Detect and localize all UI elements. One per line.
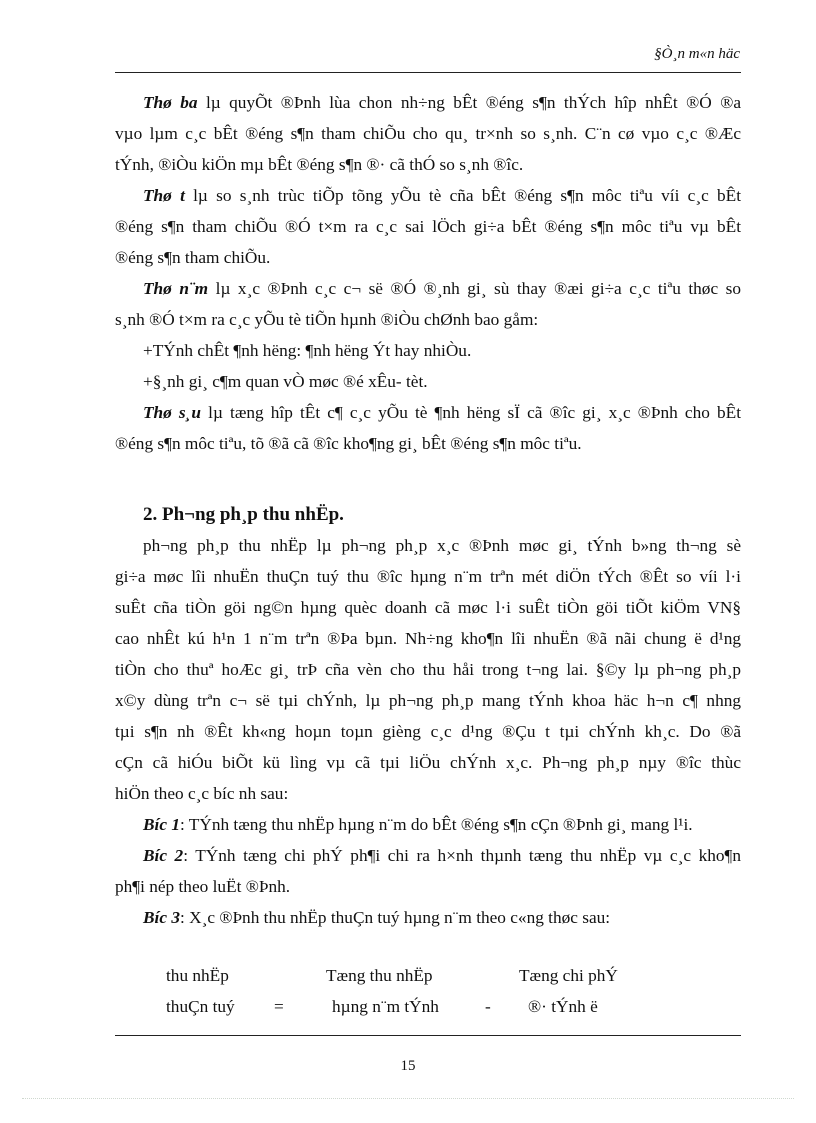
line-text: : X¸c ®Þnh thu nhËp thuÇn tuý hµng n¨m theo c«ng thøc sau:	[179, 908, 611, 927]
page-number: 15	[400, 1058, 416, 1074]
line-text: suÊt cña tiÒn göi ng©n hµng quèc doanh cã møc l·i suÊt tiÒn göi tiÕt kiÖm VN§	[115, 598, 741, 617]
text-line	[115, 149, 741, 180]
text-line	[115, 428, 741, 459]
text-line	[115, 840, 741, 871]
text-line	[115, 366, 741, 397]
line-text: ®éng s¶n tham chiÕu.	[115, 248, 271, 267]
text-line	[115, 335, 741, 366]
formula-lhs-top: thu nhËp	[166, 966, 229, 985]
text-line	[115, 397, 741, 428]
formula-lhs-bottom: thuÇn tuý	[166, 997, 235, 1016]
page-edge	[22, 1098, 794, 1099]
paragraph-lead: Thø ba	[143, 93, 198, 112]
line-text: cÇn cã hiÓu biÕt kü lìng vµ cã tµi liÖu chÝnh x¸c. Ph¬ng ph¸p nµy ®îc thùc	[115, 753, 741, 772]
paragraph-lead: Bíc 2	[143, 846, 184, 865]
line-text: +§¸nh gi¸ c¶m quan vÒ møc ®é xÊu- tèt.	[143, 372, 428, 391]
line-text: ®éng s¶n môc tiªu, tõ ®ã cã ®îc kho¶ng gi¸ bÊt ®éng s¶n môc tiªu.	[115, 434, 582, 453]
line-text: tµi s¶n nh ®Êt kh«ng hoµn toµn gièng c¸c d¹ng ®Çu t tµi chÝnh kh¸c. Do ®ã	[115, 722, 741, 741]
formula-term1-top: Tæng thu nhËp	[326, 966, 433, 985]
text-line	[115, 902, 741, 933]
line-text: : TÝnh tæng thu nhËp hµng n¨m do bÊt ®éng s¶n cÇn ®Þnh gi¸ mang l¹i.	[179, 815, 693, 834]
text-line	[115, 561, 741, 592]
text-line	[115, 685, 741, 716]
text-line	[115, 180, 741, 211]
text-line	[115, 592, 741, 623]
text-line	[115, 273, 741, 304]
paragraph-group-steps	[115, 87, 741, 459]
line-text: x©y dùng trªn c¬ së tµi chÝnh, lµ ph¬ng ph¸p mang tÝnh khoa häc h¬n c¶ nhng	[115, 691, 741, 710]
line-text: vµo lµm c¸c bÊt ®éng s¶n tham chiÕu cho qu¸ tr×nh so s¸nh. C¨n cø vµo c¸c ®Æc	[115, 124, 741, 143]
line-text: s¸nh ®Ó t×m ra c¸c yÕu tè tiÕn hµnh ®iÒu chØnh bao gåm:	[115, 310, 539, 329]
text-line	[115, 530, 741, 561]
text-line	[115, 242, 741, 273]
line-text: tiÒn cho thuª hoÆc gi¸ trÞ cña vèn cho thu håi trong t¬ng lai. §©y lµ ph¬ng ph¸p	[115, 660, 741, 679]
section-heading: 2. Ph¬ng ph¸p thu nhËp.	[143, 504, 344, 525]
formula-term1-bottom: hµng n¨m tÝnh	[332, 997, 439, 1016]
paragraph-lead: Bíc 1	[143, 815, 180, 834]
formula-term2-top: Tæng chi phÝ	[519, 966, 618, 985]
line-text: lµ so s¸nh trùc tiÕp tõng yÕu tè cña bÊt ®éng s¶n môc tiªu víi c¸c bÊt	[184, 186, 741, 205]
paragraph-group-income-method	[115, 530, 741, 933]
formula-equals: =	[274, 997, 284, 1016]
line-text: hiÖn theo c¸c bíc nh sau:	[115, 784, 289, 803]
document-body	[115, 87, 741, 933]
formula-term2-bottom: ®· tÝnh ë	[528, 997, 598, 1016]
line-text: lµ x¸c ®Þnh c¸c c¬ së ®Ó ®¸nh gi¸ sù thay ®æi gi÷a c¸c tiªu thøc so	[208, 279, 741, 298]
line-text: tÝnh, ®iÒu kiÖn mµ bÊt ®éng s¶n ®· cã thÓ so s¸nh ®îc.	[115, 155, 524, 174]
running-header: §Ò¸n m«n häc	[654, 46, 740, 62]
text-line	[115, 654, 741, 685]
text-line	[115, 211, 741, 242]
text-line	[115, 716, 741, 747]
footer-divider	[115, 1035, 741, 1036]
text-line	[115, 304, 741, 335]
paragraph-lead: Thø t	[143, 186, 185, 205]
text-line	[115, 118, 741, 149]
header-divider	[115, 72, 741, 73]
line-text: +TÝnh chÊt ¶nh hëng: ¶nh hëng Ýt hay nhiÒu.	[143, 341, 472, 360]
line-text: ph¶i nép theo luËt ®Þnh.	[115, 877, 291, 896]
line-text: lµ tæng hîp tÊt c¶ c¸c yÕu tè ¶nh hëng sÏ cã ®îc gi¸ x¸c ®Þnh cho bÊt	[201, 403, 741, 422]
line-text: ®éng s¶n tham chiÕu ®Ó t×m ra c¸c sai lÖch gi÷a bÊt ®éng s¶n môc tiªu vµ bÊt	[115, 217, 741, 236]
paragraph-lead: Thø s¸u	[143, 403, 202, 422]
line-text: gi÷a møc lîi nhuËn thuÇn tuý thu ®îc hµng n¨m trªn mét diÖn tÝch ®Êt so víi l·i	[115, 567, 741, 586]
paragraph-lead: Thø n¨m	[143, 279, 209, 298]
text-line	[115, 747, 741, 778]
text-line	[115, 809, 741, 840]
line-text: ph¬ng ph¸p thu nhËp lµ ph¬ng ph¸p x¸c ®Þnh møc gi¸ tÝnh b»ng th¬ng sè	[143, 536, 741, 555]
formula-minus: -	[485, 997, 491, 1016]
line-text: : TÝnh tæng chi phÝ ph¶i chi ra h×nh thµnh tæng thu nhËp vµ c¸c kho¶n	[183, 846, 741, 865]
text-line	[115, 778, 741, 809]
paragraph-lead: Bíc 3	[143, 908, 180, 927]
text-line	[115, 87, 741, 118]
line-text: cao nhÊt kú h¹n 1 n¨m trªn ®Þa bµn. Nh÷ng kho¶n lîi nhuËn ®ã nãi chung ë d¹ng	[115, 629, 741, 648]
text-line	[115, 623, 741, 654]
text-line	[115, 871, 741, 902]
line-text: lµ quyÕt ®Þnh lùa chon nh÷ng bÊt ®éng s¶n thÝch hîp nhÊt ®Ó ®a	[197, 93, 741, 112]
